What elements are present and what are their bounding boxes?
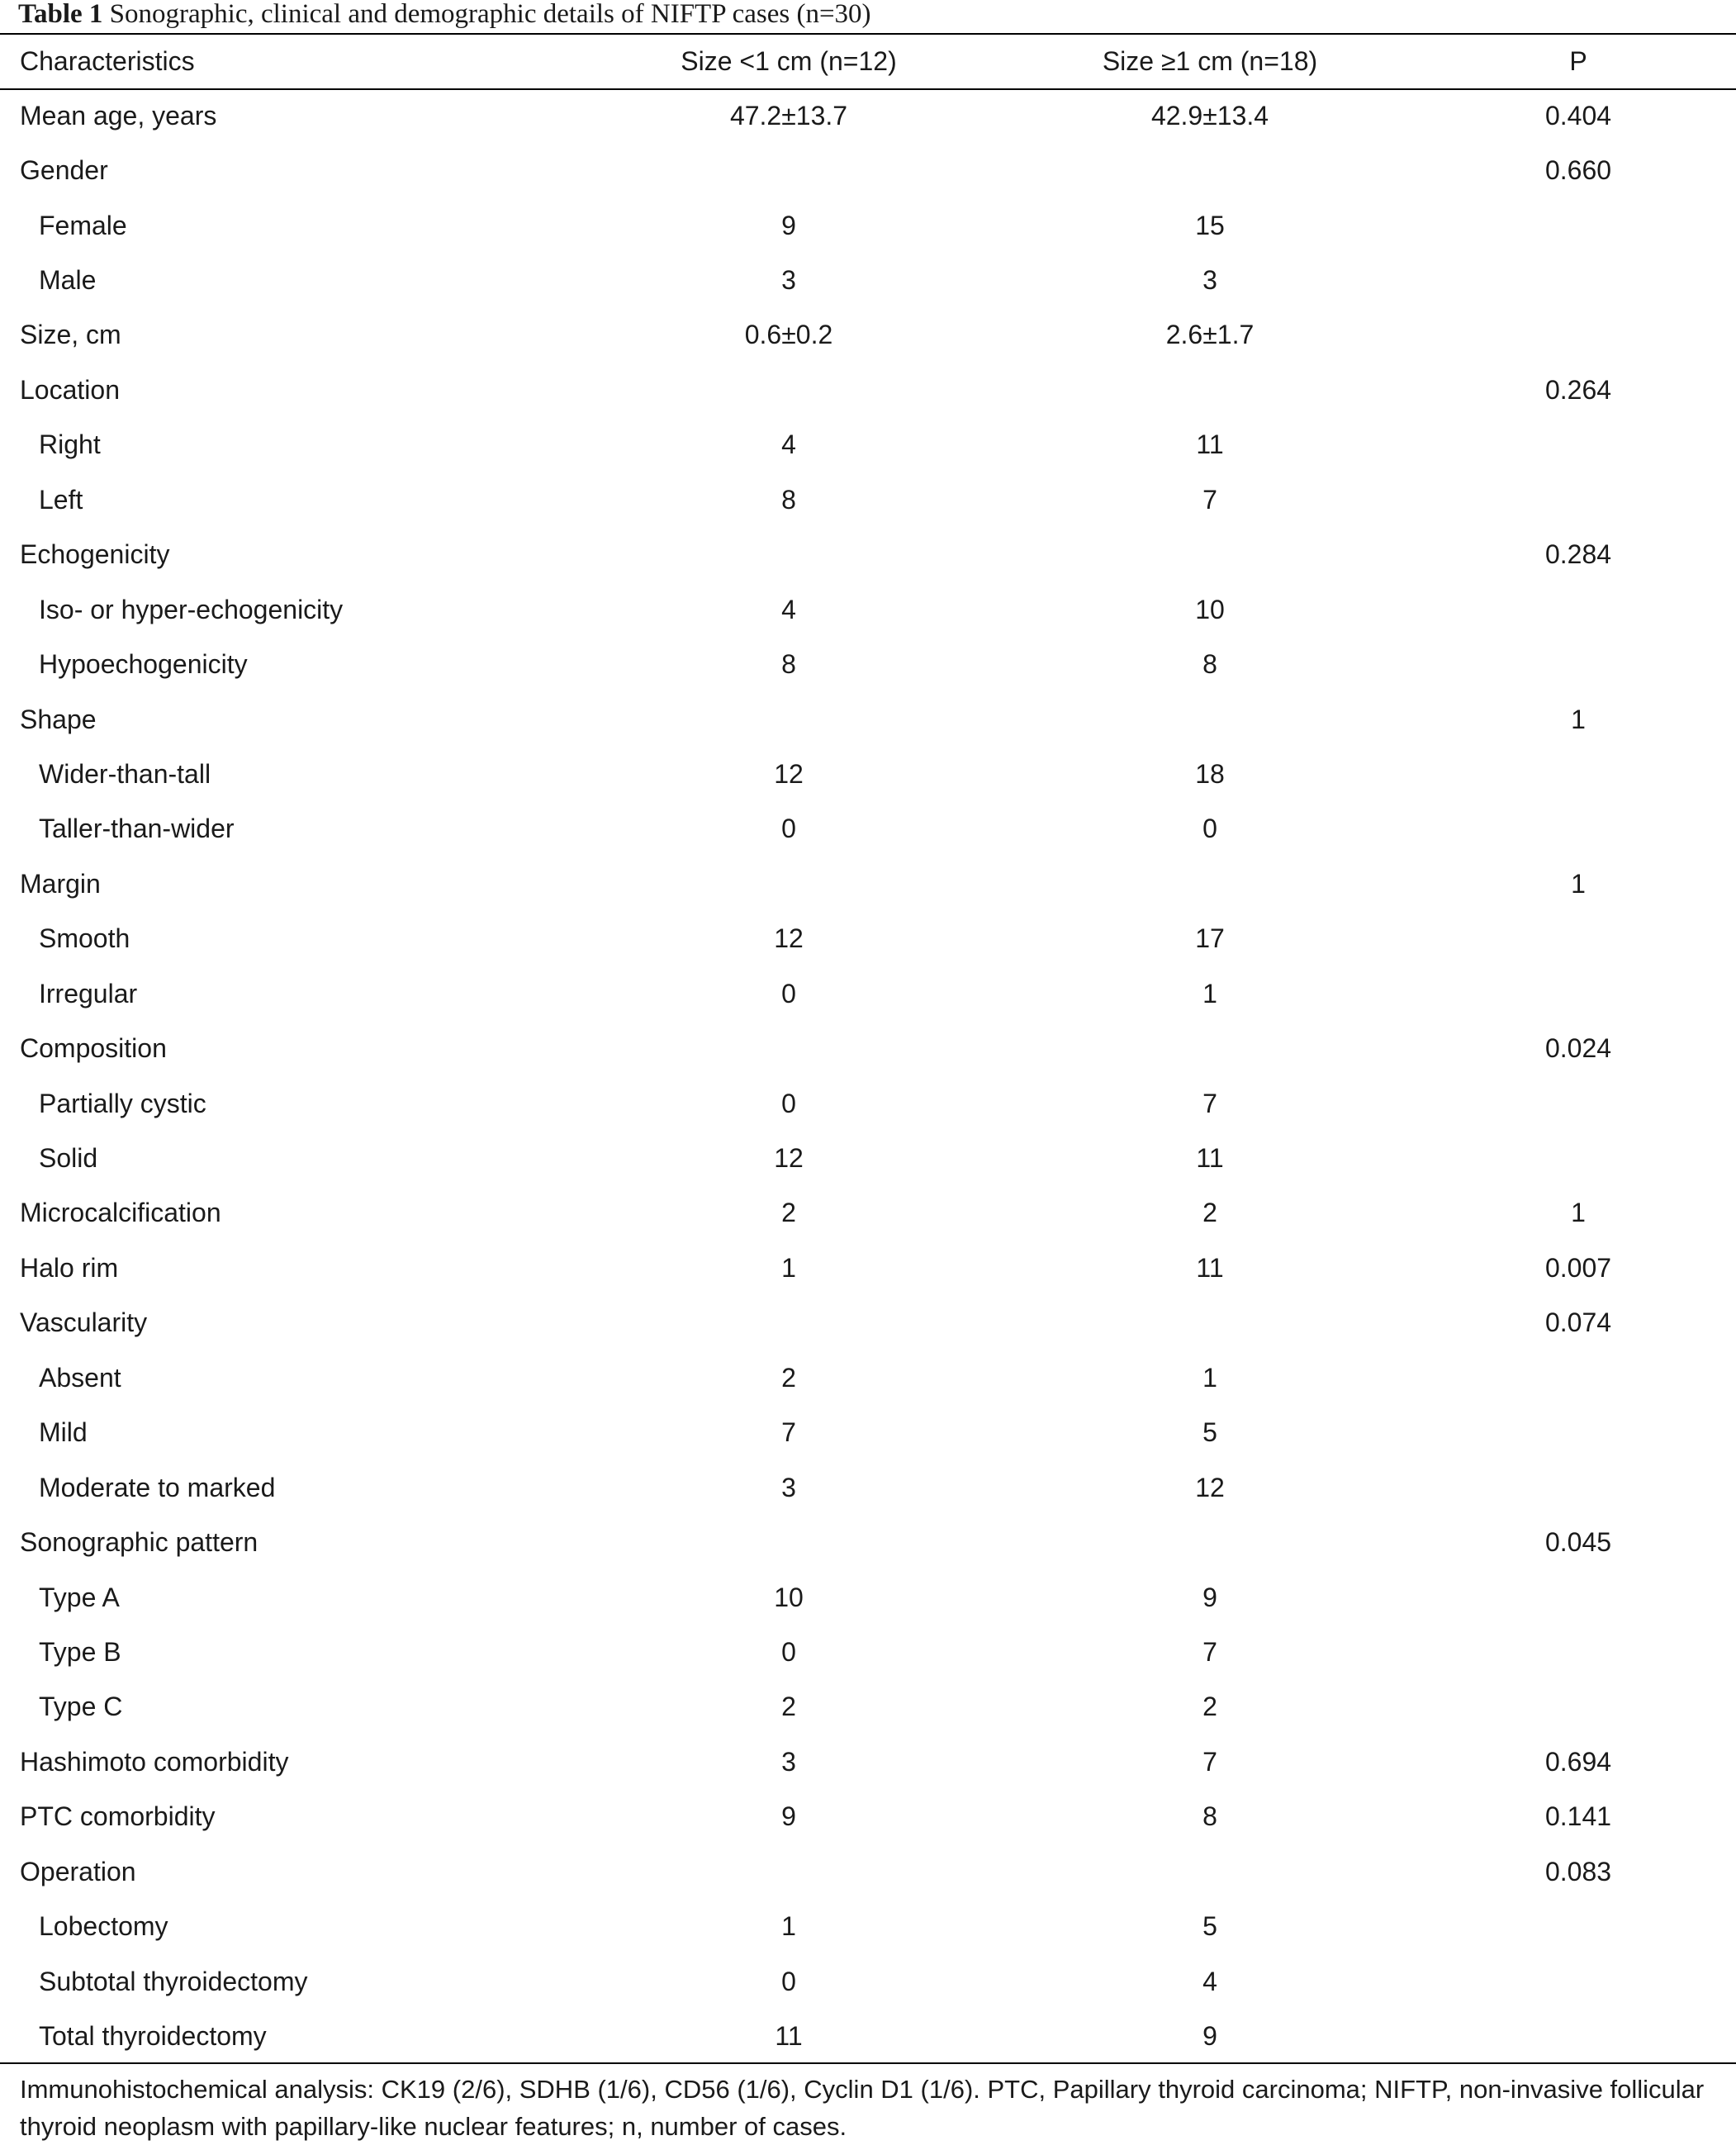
cell-size-large: 3 xyxy=(1202,265,1217,296)
row-label: Total thyroidectomy xyxy=(39,2021,267,2052)
bottom-rule xyxy=(0,2062,1736,2064)
table-footnote: Immunohistochemical analysis: CK19 (2/6), SDHB (1/6), CD56 (1/6), Cyclin D1 (1/6). PTC, Papillary thyroid carcinoma; NIFTP, non-invasive follicular thyroid neoplasm with papillary-like nuclear features; n, number of cases. xyxy=(20,2075,1705,2141)
cell-size-small xyxy=(578,143,999,197)
cell-size-large: 7 xyxy=(1202,1088,1217,1118)
header-row xyxy=(0,35,1736,88)
table-row xyxy=(0,1186,1736,1241)
cell-size-small xyxy=(578,857,999,911)
cell-size-small: 0 xyxy=(781,978,796,1008)
row-label: Smooth xyxy=(39,923,130,954)
row-label: Type C xyxy=(39,1692,123,1722)
cell-size-small: 11 xyxy=(775,2021,803,2052)
row-label: Partially cystic xyxy=(39,1088,206,1118)
table-row xyxy=(0,912,1736,966)
cell-size-small: 3 xyxy=(781,1472,796,1502)
cell-size-large xyxy=(999,692,1421,747)
cell-size-large: 42.9±13.4 xyxy=(1150,100,1269,131)
table-row xyxy=(0,1570,1736,1625)
row-label: Solid xyxy=(39,1143,98,1174)
table-caption-text: Sonographic, clinical and demographic details of NIFTP cases (n=30) xyxy=(109,0,871,29)
cell-p-value: 0.284 xyxy=(1544,539,1612,570)
table-row xyxy=(0,88,1736,143)
row-label: Taller-than-wider xyxy=(39,814,235,844)
cell-size-large xyxy=(999,857,1421,911)
row-label: Irregular xyxy=(39,978,138,1008)
cell-p-value: 0.404 xyxy=(1544,100,1612,131)
cell-p-value: 0.694 xyxy=(1544,1746,1612,1777)
cell-size-large: 4 xyxy=(1202,1966,1217,1996)
cell-size-small: 2 xyxy=(781,1692,796,1722)
cell-p-value xyxy=(1421,1570,1736,1625)
cell-p-value xyxy=(1421,1350,1736,1405)
cell-size-small: 1 xyxy=(781,1911,796,1942)
table-row xyxy=(0,1899,1736,1953)
data-table xyxy=(0,35,1736,2064)
row-label: Hypoechogenicity xyxy=(39,649,248,680)
cell-p-value: 0.083 xyxy=(1544,1856,1612,1886)
table-row xyxy=(0,692,1736,747)
table-row xyxy=(0,582,1736,637)
header-size-large: Size ≥1 cm (n=18) xyxy=(1102,46,1318,76)
cell-p-value xyxy=(1421,2009,1736,2063)
cell-size-small xyxy=(578,692,999,747)
row-label: Right xyxy=(39,429,101,460)
cell-size-small: 0 xyxy=(781,814,796,844)
cell-size-large xyxy=(999,1021,1421,1075)
cell-size-large: 9 xyxy=(1202,2021,1217,2052)
row-label: Gender xyxy=(20,155,108,186)
cell-p-value xyxy=(1421,912,1736,966)
cell-p-value: 0.141 xyxy=(1544,1801,1612,1832)
table-row xyxy=(0,1680,1736,1735)
row-label: Lobectomy xyxy=(39,1911,168,1942)
table-row xyxy=(0,1460,1736,1515)
cell-size-small xyxy=(578,363,999,417)
cell-size-large: 9 xyxy=(1202,1582,1217,1612)
row-label: Iso- or hyper-echogenicity xyxy=(39,594,344,624)
table-row xyxy=(0,1350,1736,1405)
cell-size-small: 0 xyxy=(781,1636,796,1667)
row-label: Subtotal thyroidectomy xyxy=(39,1966,308,1996)
cell-size-large: 7 xyxy=(1202,1746,1217,1777)
cell-p-value xyxy=(1421,1131,1736,1185)
row-label: Size, cm xyxy=(20,320,121,350)
table-row xyxy=(0,802,1736,857)
header-p-value: P xyxy=(1569,46,1587,76)
cell-size-small: 9 xyxy=(781,1801,796,1832)
table-caption xyxy=(18,0,871,31)
table-row xyxy=(0,472,1736,527)
cell-size-small xyxy=(578,528,999,582)
cell-size-large: 7 xyxy=(1202,1636,1217,1667)
cell-p-value xyxy=(1421,1076,1736,1131)
cell-size-large: 2 xyxy=(1202,1198,1217,1228)
cell-size-large: 1 xyxy=(1202,1362,1217,1393)
cell-p-value: 0.045 xyxy=(1544,1527,1612,1558)
table-row xyxy=(0,1076,1736,1131)
cell-size-small: 2 xyxy=(781,1362,796,1393)
cell-size-large: 0 xyxy=(1202,814,1217,844)
cell-p-value xyxy=(1421,582,1736,637)
cell-size-large: 7 xyxy=(1202,484,1217,515)
cell-size-small xyxy=(578,1515,999,1569)
table-caption-label: Table 1 xyxy=(18,0,103,29)
header-size-small: Size <1 cm (n=12) xyxy=(681,46,897,76)
cell-p-value: 0.264 xyxy=(1544,374,1612,405)
table-row xyxy=(0,1735,1736,1789)
cell-size-small: 12 xyxy=(774,758,804,789)
cell-size-small: 0.6±0.2 xyxy=(744,320,833,350)
row-label: Echogenicity xyxy=(20,539,170,570)
cell-p-value xyxy=(1421,308,1736,363)
row-label: Left xyxy=(39,484,83,515)
row-label: PTC comorbidity xyxy=(20,1801,216,1832)
cell-p-value xyxy=(1421,418,1736,472)
table-row xyxy=(0,1131,1736,1185)
cell-size-small xyxy=(578,1296,999,1350)
table-row xyxy=(0,1296,1736,1350)
cell-p-value: 1 xyxy=(1571,704,1586,734)
cell-p-value: 0.074 xyxy=(1544,1307,1612,1338)
cell-size-large: 8 xyxy=(1202,1801,1217,1832)
row-label: Microcalcification xyxy=(20,1198,221,1228)
row-label: Type B xyxy=(39,1636,121,1667)
cell-p-value: 1 xyxy=(1571,868,1586,899)
cell-size-small: 8 xyxy=(781,649,796,680)
row-label: Sonographic pattern xyxy=(20,1527,259,1558)
cell-p-value xyxy=(1421,472,1736,527)
row-label: Mean age, years xyxy=(20,100,217,131)
table-body xyxy=(0,88,1736,2064)
row-label: Wider-than-tall xyxy=(39,758,211,789)
row-label: Vascularity xyxy=(20,1307,148,1338)
cell-size-large xyxy=(999,528,1421,582)
cell-size-small: 4 xyxy=(781,594,796,624)
cell-size-large: 2 xyxy=(1202,1692,1217,1722)
table-row xyxy=(0,2009,1736,2063)
cell-p-value: 0.007 xyxy=(1544,1252,1612,1283)
table-row xyxy=(0,1844,1736,1899)
header-rule xyxy=(0,88,1736,90)
cell-size-small xyxy=(578,1844,999,1899)
row-label: Female xyxy=(39,210,127,240)
row-label: Halo rim xyxy=(20,1252,119,1283)
table-row xyxy=(0,857,1736,911)
table-row xyxy=(0,1406,1736,1460)
cell-size-large: 17 xyxy=(1195,923,1225,954)
table-row xyxy=(0,1515,1736,1569)
cell-p-value xyxy=(1421,198,1736,253)
cell-size-large: 5 xyxy=(1202,1911,1217,1942)
cell-size-small: 12 xyxy=(774,1143,804,1174)
table-row xyxy=(0,253,1736,307)
cell-size-large xyxy=(999,1515,1421,1569)
row-label: Moderate to marked xyxy=(39,1472,276,1502)
cell-size-large: 18 xyxy=(1195,758,1225,789)
row-label: Male xyxy=(39,265,97,296)
row-label: Absent xyxy=(39,1362,121,1393)
cell-size-large: 11 xyxy=(1196,1143,1224,1174)
row-label: Mild xyxy=(39,1417,88,1448)
cell-size-large: 2.6±1.7 xyxy=(1165,320,1255,350)
table-row xyxy=(0,363,1736,417)
table-row xyxy=(0,418,1736,472)
row-label: Location xyxy=(20,374,120,405)
row-label: Operation xyxy=(20,1856,136,1886)
cell-p-value: 0.660 xyxy=(1544,155,1612,186)
cell-p-value xyxy=(1421,253,1736,307)
cell-size-small: 12 xyxy=(774,923,804,954)
cell-size-small: 8 xyxy=(781,484,796,515)
cell-size-large: 15 xyxy=(1195,210,1225,240)
cell-size-small: 2 xyxy=(781,1198,796,1228)
cell-size-small: 0 xyxy=(781,1088,796,1118)
row-label: Hashimoto comorbidity xyxy=(20,1746,289,1777)
header-characteristics: Characteristics xyxy=(20,46,195,76)
cell-p-value xyxy=(1421,747,1736,801)
cell-size-large: 12 xyxy=(1195,1472,1225,1502)
cell-p-value xyxy=(1421,1625,1736,1679)
cell-size-small: 3 xyxy=(781,265,796,296)
cell-size-small: 7 xyxy=(781,1417,796,1448)
table-row xyxy=(0,143,1736,197)
cell-size-small: 47.2±13.7 xyxy=(729,100,848,131)
row-label: Shape xyxy=(20,704,97,734)
cell-p-value: 0.024 xyxy=(1544,1033,1612,1064)
table-row xyxy=(0,1021,1736,1075)
cell-size-large: 8 xyxy=(1202,649,1217,680)
table-row xyxy=(0,1625,1736,1679)
cell-size-large: 10 xyxy=(1195,594,1225,624)
cell-size-large: 5 xyxy=(1202,1417,1217,1448)
cell-p-value xyxy=(1421,637,1736,691)
cell-size-large: 11 xyxy=(1196,1252,1224,1283)
cell-size-small: 9 xyxy=(781,210,796,240)
cell-size-small xyxy=(578,1021,999,1075)
cell-p-value xyxy=(1421,1460,1736,1515)
cell-size-large xyxy=(999,143,1421,197)
cell-size-small: 4 xyxy=(781,429,796,460)
cell-p-value xyxy=(1421,1680,1736,1735)
cell-p-value: 1 xyxy=(1571,1198,1586,1228)
cell-p-value xyxy=(1421,1406,1736,1460)
cell-p-value xyxy=(1421,966,1736,1021)
cell-p-value xyxy=(1421,1954,1736,2009)
table-row xyxy=(0,1790,1736,1844)
table-row xyxy=(0,198,1736,253)
cell-size-large xyxy=(999,363,1421,417)
table-row xyxy=(0,528,1736,582)
cell-size-large: 1 xyxy=(1202,978,1217,1008)
row-label: Composition xyxy=(20,1033,167,1064)
cell-size-large xyxy=(999,1844,1421,1899)
cell-size-small: 0 xyxy=(781,1966,796,1996)
row-label: Margin xyxy=(20,868,101,899)
table-row xyxy=(0,747,1736,801)
cell-p-value xyxy=(1421,802,1736,857)
cell-size-small: 3 xyxy=(781,1746,796,1777)
cell-p-value xyxy=(1421,1899,1736,1953)
cell-size-large xyxy=(999,1296,1421,1350)
table-row xyxy=(0,1954,1736,2009)
table-row xyxy=(0,966,1736,1021)
table-row xyxy=(0,637,1736,691)
cell-size-small: 10 xyxy=(774,1582,804,1612)
row-label: Type A xyxy=(39,1582,120,1612)
cell-size-small: 1 xyxy=(781,1252,796,1283)
cell-size-large: 11 xyxy=(1196,429,1224,460)
table-row xyxy=(0,308,1736,363)
table-row xyxy=(0,1241,1736,1295)
